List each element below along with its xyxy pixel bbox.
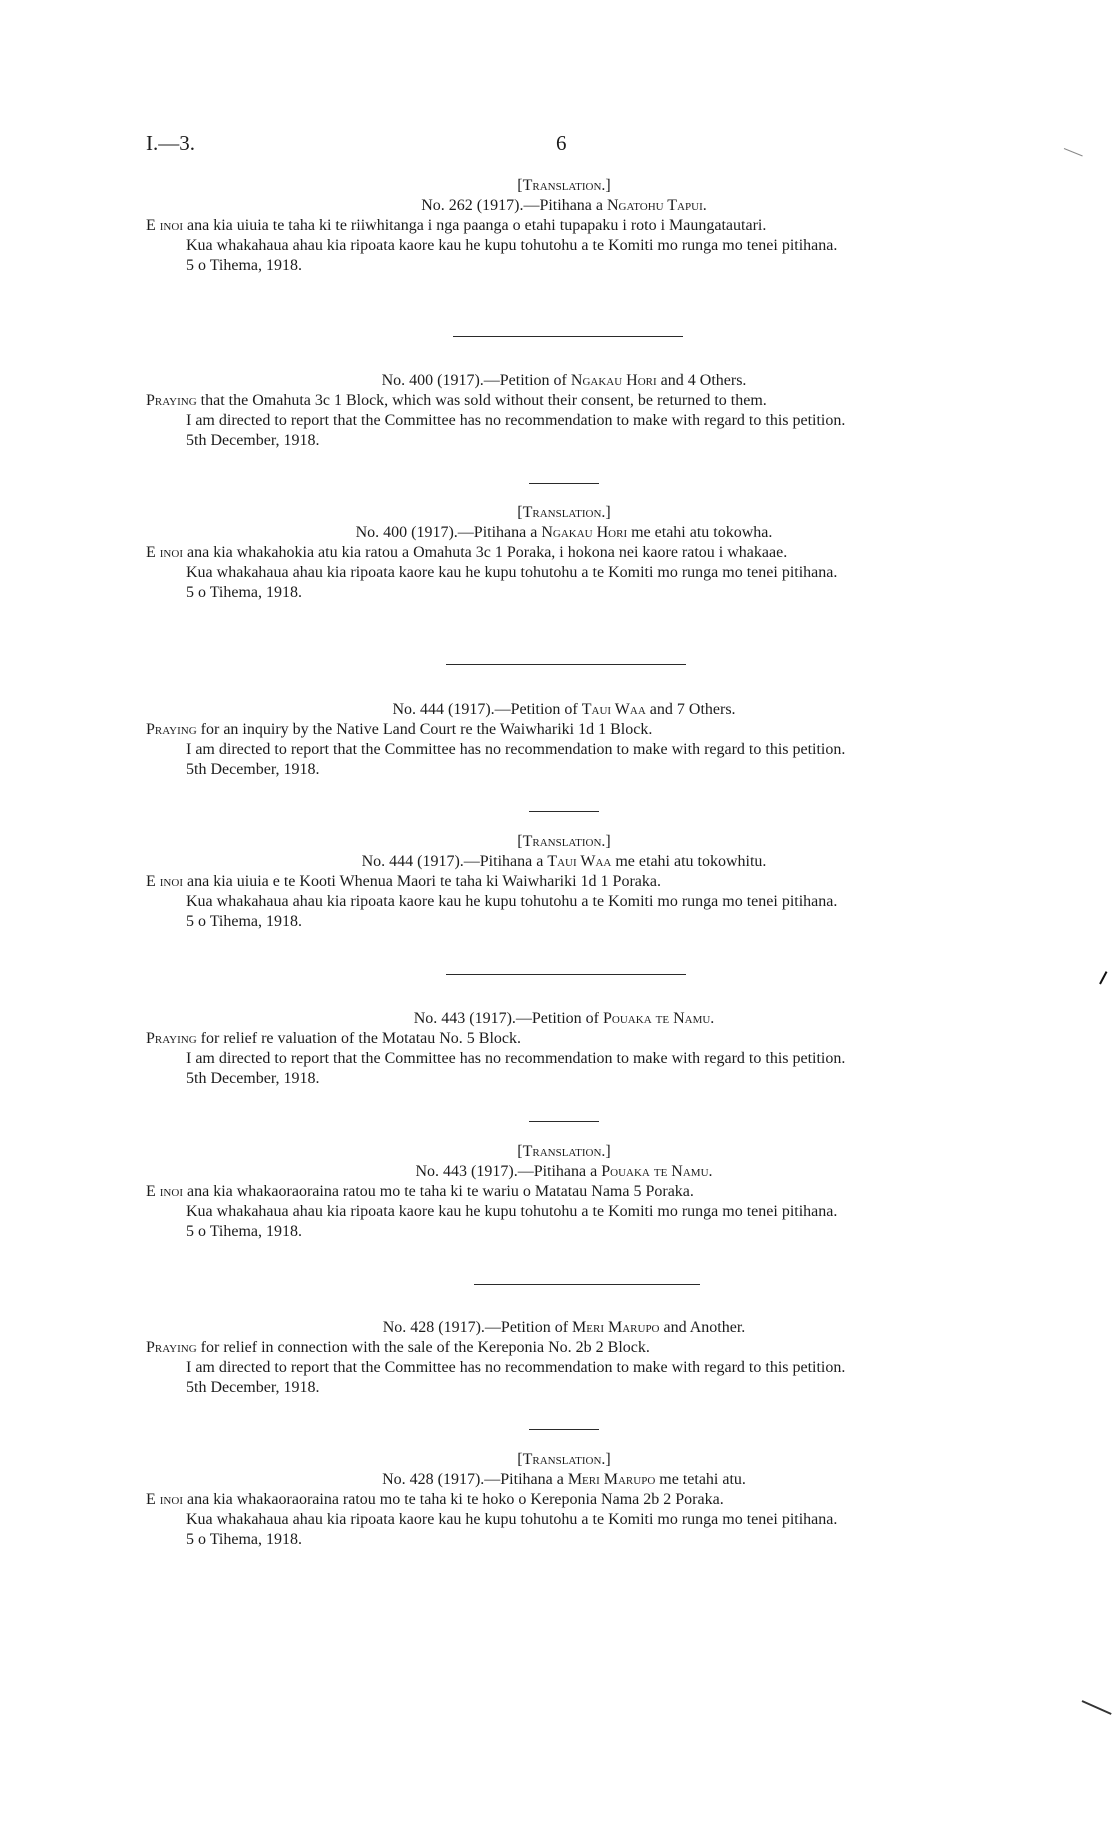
title-prefix: No. 400 (1917).—Pitihana a bbox=[355, 524, 542, 541]
petition-title bbox=[146, 700, 982, 720]
prayer-paragraph bbox=[146, 391, 982, 411]
petition-title bbox=[146, 523, 982, 543]
report-date: 5th December, 1918. bbox=[186, 432, 320, 449]
translation-heading: [Translation.] bbox=[517, 504, 611, 521]
section-divider bbox=[446, 974, 686, 975]
prayer-lead: Praying bbox=[146, 392, 197, 409]
petitioner-name: Ngakau Hori bbox=[541, 524, 628, 541]
title-prefix: No. 443 (1917).—Petition of bbox=[413, 1010, 604, 1027]
report-date: 5 o Tihema, 1918. bbox=[186, 913, 303, 930]
report-date: 5 o Tihema, 1918. bbox=[186, 1531, 303, 1548]
prayer-lead: E inoi bbox=[146, 544, 183, 561]
prayer-paragraph bbox=[146, 1029, 982, 1049]
prayer-paragraph bbox=[146, 872, 982, 892]
prayer-text: ana kia uiuia e te Kooti Whenua Maori te taha ki Waiwhariki 1d 1 Poraka. bbox=[183, 873, 661, 890]
petition-title bbox=[146, 196, 982, 216]
petitioner-name: Pouaka te Namu. bbox=[601, 1163, 713, 1180]
prayer-paragraph bbox=[146, 543, 982, 563]
petition-title bbox=[146, 371, 982, 391]
title-prefix: No. 262 (1917).—Pitihana a bbox=[421, 197, 607, 214]
petitioner-name: Meri Marupo bbox=[567, 1471, 656, 1488]
prayer-paragraph bbox=[146, 1490, 982, 1510]
petition-section bbox=[146, 1450, 982, 1550]
report-date: 5th December, 1918. bbox=[186, 1379, 320, 1396]
title-prefix: No. 428 (1917).—Petition of bbox=[382, 1319, 573, 1336]
report-paragraph: I am directed to report that the Committee has no recommendation to make with regard to this petition. bbox=[186, 741, 846, 758]
prayer-lead: E inoi bbox=[146, 1491, 183, 1508]
prayer-paragraph bbox=[146, 1338, 982, 1358]
prayer-lead: Praying bbox=[146, 721, 197, 738]
prayer-text: ana kia whakahokia atu kia ratou a Omahuta 3c 1 Poraka, i hokona nei kaore ratou i whakaae. bbox=[183, 544, 788, 561]
translation-heading: [Translation.] bbox=[517, 833, 611, 850]
petition-section bbox=[146, 1009, 982, 1089]
title-prefix: No. 443 (1917).—Pitihana a bbox=[415, 1163, 602, 1180]
petitioner-name: Taui Waa bbox=[547, 853, 612, 870]
prayer-paragraph bbox=[146, 720, 982, 740]
report-paragraph: Kua whakahaua ahau kia ripoata kaore kau he kupu tohutohu a te Komiti mo runga mo tenei pitihana. bbox=[186, 564, 838, 581]
title-prefix: No. 444 (1917).—Petition of bbox=[392, 701, 582, 718]
petition-section bbox=[146, 176, 982, 276]
petitioner-name: Taui Waa bbox=[581, 701, 646, 718]
title-prefix: No. 400 (1917).—Petition of bbox=[381, 372, 571, 389]
report-paragraph: I am directed to report that the Committee has no recommendation to make with regard to this petition. bbox=[186, 412, 846, 429]
petition-section bbox=[146, 503, 982, 603]
short-divider bbox=[529, 483, 599, 484]
petition-section bbox=[146, 1142, 982, 1242]
short-divider bbox=[529, 811, 599, 812]
title-suffix: me etahi atu tokowha. bbox=[627, 524, 773, 541]
translation-heading: [Translation.] bbox=[517, 1451, 611, 1468]
short-divider bbox=[529, 1121, 599, 1122]
petition-title bbox=[146, 1318, 982, 1338]
section-divider bbox=[453, 336, 683, 337]
petitioner-name: Ngatohu Tapui. bbox=[607, 197, 707, 214]
petition-title bbox=[146, 1009, 982, 1029]
petition-title bbox=[146, 1470, 982, 1490]
petitioner-name: Ngakau Hori bbox=[570, 372, 657, 389]
report-date: 5th December, 1918. bbox=[186, 1070, 320, 1087]
prayer-text: ana kia whakaoraoraina ratou mo te taha ki te hoko o Kereponia Nama 2b 2 Poraka. bbox=[183, 1491, 724, 1508]
petitioner-name: Meri Marupo bbox=[572, 1319, 660, 1336]
prayer-text: for an inquiry by the Native Land Court re the Waiwhariki 1d 1 Block. bbox=[196, 721, 653, 738]
title-suffix: and Another. bbox=[659, 1319, 746, 1336]
prayer-text: ana kia uiuia te taha ki te riiwhitanga i nga paanga o etahi tupapaku i roto i Maungatautari. bbox=[183, 217, 767, 234]
prayer-lead: Praying bbox=[146, 1339, 197, 1356]
report-paragraph: Kua whakahaua ahau kia ripoata kaore kau he kupu tohutohu a te Komiti mo runga mo tenei pitihana. bbox=[186, 237, 838, 254]
page-number: 6 bbox=[556, 131, 567, 155]
section-divider bbox=[446, 664, 686, 665]
parliamentary-paper-reference: I.—3. bbox=[146, 131, 195, 155]
report-date: 5 o Tihema, 1918. bbox=[186, 257, 303, 274]
report-date: 5 o Tihema, 1918. bbox=[186, 1223, 303, 1240]
title-prefix: No. 428 (1917).—Pitihana a bbox=[382, 1471, 568, 1488]
prayer-text: for relief in connection with the sale of the Kereponia No. 2b 2 Block. bbox=[196, 1339, 650, 1356]
title-suffix: me etahi atu tokowhitu. bbox=[611, 853, 767, 870]
prayer-lead: E inoi bbox=[146, 1183, 183, 1200]
section-divider bbox=[474, 1284, 700, 1285]
report-date: 5 o Tihema, 1918. bbox=[186, 584, 303, 601]
report-paragraph: I am directed to report that the Committee has no recommendation to make with regard to this petition. bbox=[186, 1359, 846, 1376]
prayer-lead: E inoi bbox=[146, 873, 183, 890]
report-paragraph: I am directed to report that the Committee has no recommendation to make with regard to this petition. bbox=[186, 1050, 846, 1067]
prayer-lead: Praying bbox=[146, 1030, 197, 1047]
prayer-text: that the Omahuta 3c 1 Block, which was sold without their consent, be returned to them. bbox=[196, 392, 767, 409]
report-date: 5th December, 1918. bbox=[186, 761, 320, 778]
prayer-text: for relief re valuation of the Motatau No. 5 Block. bbox=[196, 1030, 522, 1047]
petition-title bbox=[146, 852, 982, 872]
scan-mark bbox=[1099, 971, 1107, 984]
petition-section bbox=[146, 1318, 982, 1398]
scan-mark bbox=[1082, 1700, 1112, 1715]
petition-section bbox=[146, 371, 982, 451]
petition-section bbox=[146, 832, 982, 932]
prayer-lead: E inoi bbox=[146, 217, 183, 234]
title-suffix: and 4 Others. bbox=[656, 372, 747, 389]
prayer-text: ana kia whakaoraoraina ratou mo te taha ki te wariu o Matatau Nama 5 Poraka. bbox=[183, 1183, 694, 1200]
petitioner-name: Pouaka te Namu. bbox=[603, 1010, 715, 1027]
title-suffix: me tetahi atu. bbox=[655, 1471, 746, 1488]
report-paragraph: Kua whakahaua ahau kia ripoata kaore kau he kupu tohutohu a te Komiti mo runga mo tenei pitihana. bbox=[186, 1203, 838, 1220]
title-suffix: and 7 Others. bbox=[645, 701, 736, 718]
report-paragraph: Kua whakahaua ahau kia ripoata kaore kau he kupu tohutohu a te Komiti mo runga mo tenei pitihana. bbox=[186, 893, 838, 910]
report-paragraph: Kua whakahaua ahau kia ripoata kaore kau he kupu tohutohu a te Komiti mo runga mo tenei pitihana. bbox=[186, 1511, 838, 1528]
prayer-paragraph bbox=[146, 216, 982, 236]
prayer-paragraph bbox=[146, 1182, 982, 1202]
translation-heading: [Translation.] bbox=[517, 177, 611, 194]
scan-mark bbox=[1064, 148, 1083, 156]
translation-heading: [Translation.] bbox=[517, 1143, 611, 1160]
title-prefix: No. 444 (1917).—Pitihana a bbox=[361, 853, 548, 870]
petition-title bbox=[146, 1162, 982, 1182]
short-divider bbox=[529, 1429, 599, 1430]
petition-section bbox=[146, 700, 982, 780]
